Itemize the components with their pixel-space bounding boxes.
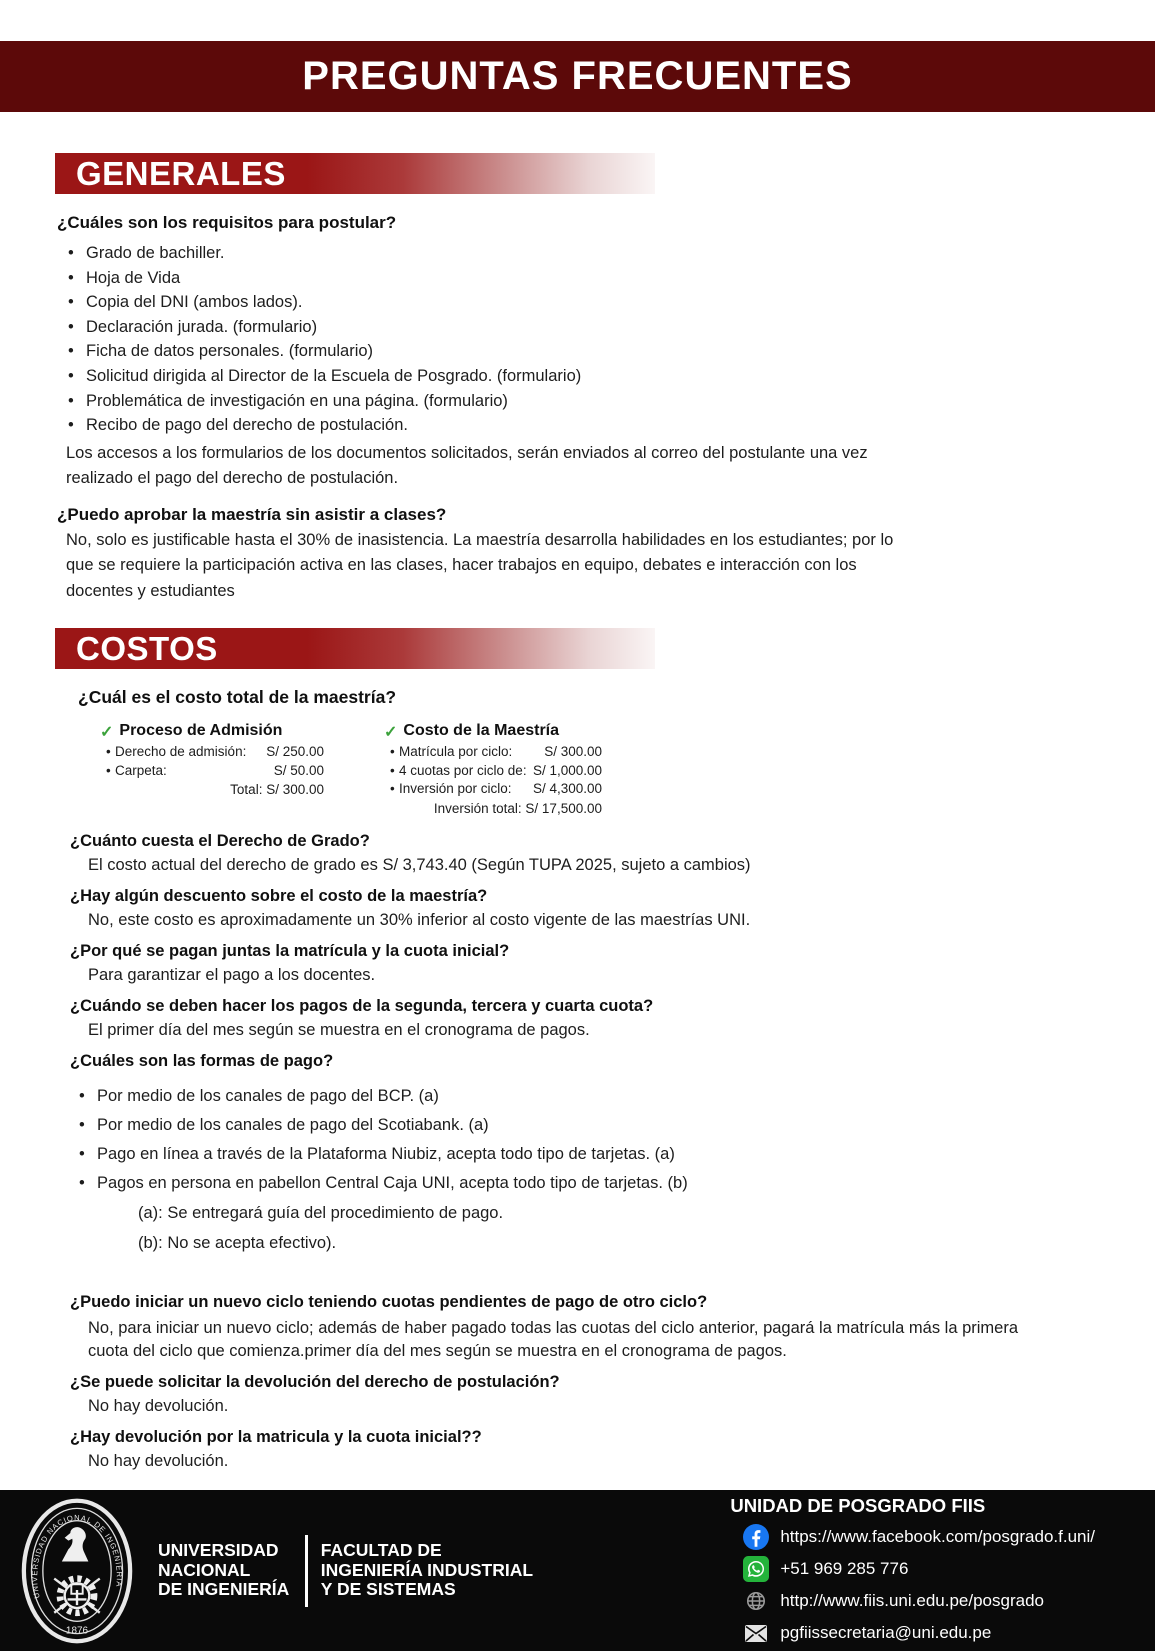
answer: No, para iniciar un nuevo ciclo; además de haber pagado todas las cuotas del ciclo anterior, pagará la matrícula más la primera cuota del ciclo que comienza.primer día del mes según se muestra en el cronograma de pagos. xyxy=(88,1318,1019,1360)
cost-value: S/ 300.00 xyxy=(544,744,602,760)
university-name-line: NACIONAL xyxy=(158,1559,251,1580)
answer: El costo actual del derecho de grado es S/ 3,743.40 (Según TUPA 2025, sujeto a cambios) xyxy=(88,856,751,875)
cost-label: • Matrícula por ciclo: xyxy=(399,744,513,760)
section-title: COSTOS xyxy=(76,629,218,667)
list-item: • Problemática de investigación en una página. (formulario) xyxy=(57,389,1100,414)
list-item: • Solicitud dirigida al Director de la Escuela de Posgrado. (formulario) xyxy=(57,364,1100,389)
cost-label: • Inversión por ciclo: xyxy=(399,781,512,797)
section-title: GENERALES xyxy=(76,154,286,192)
answer: El primer día del mes según se muestra en el cronograma de pagos. xyxy=(88,1021,590,1040)
question: ¿Hay algún descuento sobre el costo de la maestría? xyxy=(70,886,488,905)
question: ¿Hay devolución por la matricula y la cuota inicial?? xyxy=(70,1427,482,1446)
university-seal-logo xyxy=(20,1497,134,1645)
cost-total: Inversión total: S/ 17,500.00 xyxy=(433,800,602,816)
list-item: • Pago en línea a través de la Plataforma Niubiz, acepta todo tipo de tarjetas. (a) xyxy=(70,1144,1100,1164)
whatsapp-link-row[interactable] xyxy=(730,1556,1095,1583)
question: ¿Cuándo se deben hacer los pagos de la segunda, tercera y cuarta cuota? xyxy=(70,996,654,1015)
university-name xyxy=(158,1541,289,1600)
cost-total: Total: S/ 300.00 xyxy=(230,782,324,798)
column-title: Proceso de Admisión xyxy=(119,722,283,740)
page-title: PREGUNTAS FRECUENTES xyxy=(302,54,853,98)
answer: No, este costo es aproximadamente un 30% inferior al costo vigente de las maestrías UNI. xyxy=(88,911,751,930)
maestria-cost-column xyxy=(384,722,602,817)
cost-label: • Carpeta: xyxy=(115,762,167,778)
admission-cost-column xyxy=(100,722,324,817)
question-formas-pago: ¿Cuáles son las formas de pago? xyxy=(70,1051,334,1070)
whatsapp-number[interactable]: +51 969 285 776 xyxy=(780,1559,909,1578)
website-link-row[interactable] xyxy=(730,1588,1095,1615)
requisitos-list xyxy=(57,241,1100,438)
seal-year: 1876 xyxy=(65,1625,89,1637)
whatsapp-icon xyxy=(742,1556,769,1582)
faq-body xyxy=(0,112,1155,1473)
university-name-line: DE INGENIERÍA xyxy=(158,1579,290,1600)
question: ¿Puedo iniciar un nuevo ciclo teniendo cuotas pendientes de pago de otro ciclo? xyxy=(70,1293,708,1312)
email-address[interactable]: pgfiissecretaria@uni.edu.pe xyxy=(780,1623,992,1642)
question: ¿Por qué se pagan juntas la matrícula y la cuota inicial? xyxy=(70,941,510,960)
list-item: • Grado de bachiller. xyxy=(57,241,1100,266)
list-item: • Por medio de los canales de pago del Scotiabank. (a) xyxy=(70,1115,1100,1135)
contact-block xyxy=(730,1495,1095,1647)
svg-text:UNIVERSIDAD NACIONAL DE INGENI: UNIVERSIDAD NACIONAL DE INGENIERIA xyxy=(30,1512,124,1599)
answer: No hay devolución. xyxy=(88,1452,229,1471)
facebook-link-row[interactable] xyxy=(730,1524,1095,1551)
cost-value: S/ 250.00 xyxy=(266,744,324,760)
question: ¿Cuánto cuesta el Derecho de Grado? xyxy=(70,831,370,850)
footer xyxy=(0,1490,1155,1651)
section-header-generales xyxy=(55,153,655,194)
answer-aprobar: No, solo es justificable hasta el 30% de inasistencia. La maestría desarrolla habilidades en los estudiantes; por lo que se requiere la participación activa en las clases, hacer trabajos en equipo, debates e interacción con los docentes y estudiantes xyxy=(66,530,894,600)
question: ¿Se puede solicitar la devolución del derecho de postulación? xyxy=(70,1372,560,1391)
list-item: • Copia del DNI (ambos lados). xyxy=(57,290,1100,315)
faculty-name-line: FACULTAD DE xyxy=(320,1540,442,1561)
vertical-divider xyxy=(305,1535,308,1607)
check-icon: ✓ xyxy=(100,724,114,742)
cost-label: • 4 cuotas por ciclo de: xyxy=(399,762,527,778)
answer: No hay devolución. xyxy=(88,1397,229,1416)
question-costo-total: ¿Cuál es el costo total de la maestría? xyxy=(78,687,397,708)
check-icon: ✓ xyxy=(384,724,398,742)
answer: Para garantizar el pago a los docentes. xyxy=(88,966,376,985)
question-requisitos: ¿Cuáles son los requisitos para postular? xyxy=(57,213,397,232)
cost-columns xyxy=(100,722,1155,817)
list-item: • Por medio de los canales de pago del BCP. (a) xyxy=(70,1086,1100,1106)
faculty-name-line: INGENIERÍA INDUSTRIAL xyxy=(320,1559,534,1580)
cost-row xyxy=(384,744,602,761)
cost-value: S/ 50.00 xyxy=(273,762,324,778)
column-title: Costo de la Maestría xyxy=(403,722,560,740)
email-icon xyxy=(742,1624,769,1643)
list-item: • Recibo de pago del derecho de postulación. xyxy=(57,413,1100,438)
website-url[interactable]: http://www.fiis.uni.edu.pe/posgrado xyxy=(780,1591,1044,1610)
globe-icon xyxy=(742,1590,769,1612)
cost-value: S/ 1,000.00 xyxy=(532,762,602,778)
faculty-name-line: Y DE SISTEMAS xyxy=(320,1579,456,1600)
list-item: • Pagos en persona en pabellon Central Caja UNI, acepta todo tipo de tarjetas. (b) xyxy=(70,1173,1100,1193)
cost-value: S/ 4,300.00 xyxy=(532,781,602,797)
faculty-name xyxy=(321,1541,533,1600)
facebook-icon xyxy=(742,1524,769,1550)
facebook-url[interactable]: https://www.facebook.com/posgrado.f.uni/ xyxy=(780,1527,1095,1546)
formas-pago-list xyxy=(70,1086,1100,1193)
cost-row xyxy=(384,781,602,798)
page-banner xyxy=(0,41,1155,112)
list-item: • Declaración jurada. (formulario) xyxy=(57,315,1100,340)
institution-names xyxy=(158,1535,533,1607)
cost-row xyxy=(100,763,324,780)
university-name-line: UNIVERSIDAD xyxy=(158,1540,279,1561)
cost-label: • Derecho de admisión: xyxy=(115,744,247,760)
cost-row xyxy=(100,744,324,761)
posgrado-unit-title: UNIDAD DE POSGRADO FIIS xyxy=(730,1494,986,1516)
list-item: • Hoja de Vida xyxy=(57,266,1100,291)
requisitos-note: Los accesos a los formularios de los documentos solicitados, serán enviados al correo del postulante una vez realizado el pago del derecho de postulación. xyxy=(66,443,868,488)
pago-note-a: (a): Se entregará guía del procedimiento de pago. xyxy=(138,1204,504,1223)
email-link-row[interactable] xyxy=(730,1620,1095,1647)
list-item: • Ficha de datos personales. (formulario) xyxy=(57,339,1100,364)
pago-note-b: (b): No se acepta efectivo). xyxy=(138,1234,337,1253)
question-aprobar: ¿Puedo aprobar la maestría sin asistir a clases? xyxy=(57,504,447,524)
cost-row xyxy=(384,763,602,780)
section-header-costos xyxy=(55,628,655,669)
